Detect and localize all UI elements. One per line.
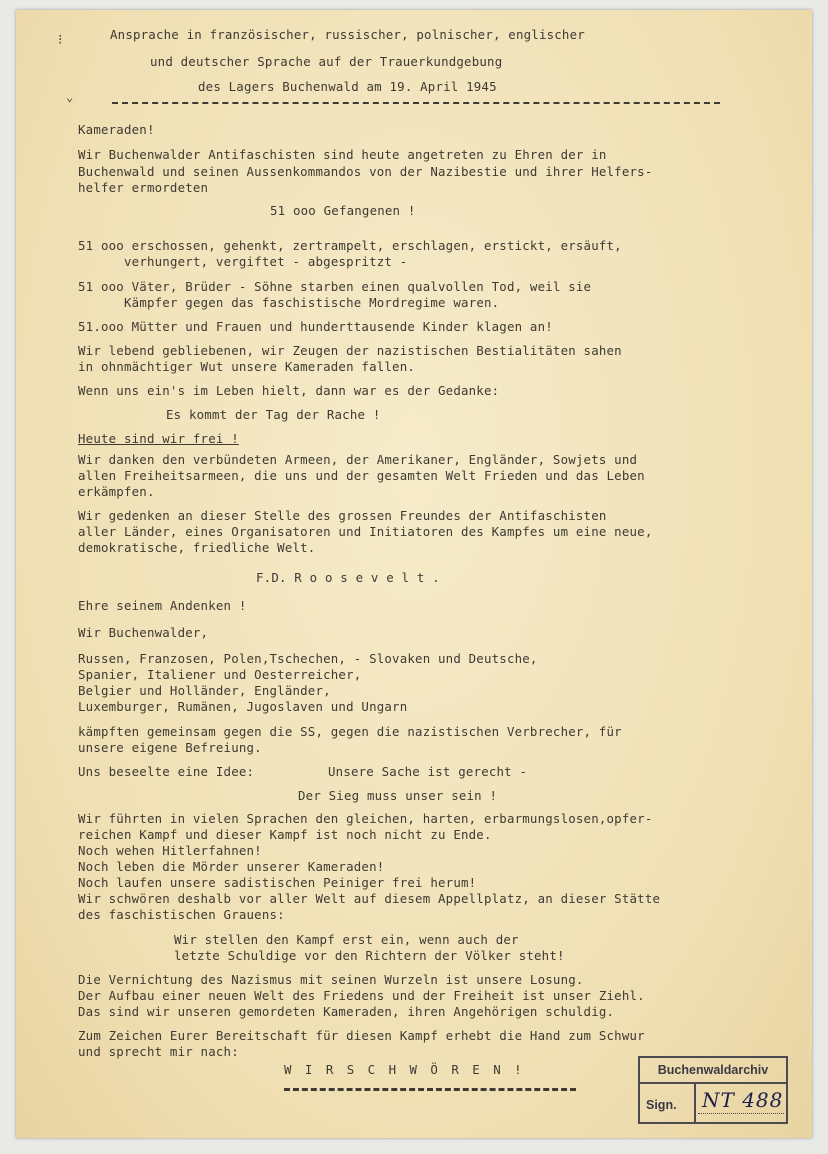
text-line-indented: Wir stellen den Kampf erst ein, wenn auch der bbox=[174, 932, 519, 947]
text-line: Der Aufbau einer neuen Welt des Friedens und der Freiheit ist unser Ziehl. bbox=[78, 988, 645, 1003]
oath-underline bbox=[284, 1088, 576, 1091]
text-line: erkämpfen. bbox=[78, 484, 155, 499]
text-line: Noch wehen Hitlerfahnen! bbox=[78, 843, 262, 858]
text-line: Wir gedenken an dieser Stelle des grossen Freundes der Antifaschisten bbox=[78, 508, 607, 523]
salutation: Kameraden! bbox=[78, 122, 155, 137]
text-line: demokratische, friedliche Welt. bbox=[78, 540, 316, 555]
header-line-3: des Lagers Buchenwald am 19. April 1945 bbox=[198, 79, 497, 94]
document-page bbox=[16, 10, 812, 1138]
text-line: Zum Zeichen Eurer Bereitschaft für diesen Kampf erhebt die Hand zum Schwur bbox=[78, 1028, 645, 1043]
text-line: reichen Kampf und dieser Kampf ist noch nicht zu Ende. bbox=[78, 827, 492, 842]
nations-line: Spanier, Italiener und Oesterreicher, bbox=[78, 667, 362, 682]
text-line: in ohnmächtiger Wut unsere Kameraden fallen. bbox=[78, 359, 416, 374]
text-line: unsere eigene Befreiung. bbox=[78, 740, 262, 755]
text-line: Unsere Sache ist gerecht - bbox=[328, 764, 528, 779]
text-line: Wir Buchenwalder, bbox=[78, 625, 209, 640]
text-line-indented: verhungert, vergiftet - abgespritzt - bbox=[124, 254, 408, 269]
roosevelt-line: F.D. R o o s e v e l t . bbox=[256, 570, 440, 585]
text-line-centered: 51 ooo Gefangenen ! bbox=[270, 203, 416, 218]
text-line: Buchenwald und seinen Aussenkommandos von der Nazibestie und ihrer Helfers- bbox=[78, 164, 653, 179]
text-line: Uns beseelte eine Idee: bbox=[78, 764, 255, 779]
stamp-dotted-line bbox=[698, 1113, 784, 1114]
stamp-signature-number: NT 488 bbox=[702, 1088, 784, 1112]
stamp-sign-label: Sign. bbox=[646, 1098, 677, 1112]
text-line-indented: letzte Schuldige vor den Richtern der Völker steht! bbox=[174, 948, 565, 963]
text-line: 51 ooo erschossen, gehenkt, zertrampelt, erschlagen, erstickt, ersäuft, bbox=[78, 238, 622, 253]
text-line: Das sind wir unseren gemordeten Kameraden, ihren Angehörigen schuldig. bbox=[78, 1004, 615, 1019]
text-line: und sprecht mir nach: bbox=[78, 1044, 239, 1059]
text-line-indented: Kämpfer gegen das faschistische Mordregime waren. bbox=[124, 295, 500, 310]
text-line: aller Länder, eines Organisatoren und Initiatoren des Kampfes um eine neue, bbox=[78, 524, 653, 539]
text-line: des faschistischen Grauens: bbox=[78, 907, 285, 922]
text-line: Wir führten in vielen Sprachen den gleichen, harten, erbarmungslosen,opfer- bbox=[78, 811, 653, 826]
text-line: allen Freiheitsarmeen, die uns und der gesamten Welt Frieden und das Leben bbox=[78, 468, 645, 483]
header-line-1: Ansprache in französischer, russischer, polnischer, englischer bbox=[110, 27, 585, 42]
nations-line: Russen, Franzosen, Polen,Tschechen, - Slovaken und Deutsche, bbox=[78, 651, 538, 666]
text-line: Ehre seinem Andenken ! bbox=[78, 598, 247, 613]
text-line: 51.ooo Mütter und Frauen und hunderttausende Kinder klagen an! bbox=[78, 319, 553, 334]
text-line: Noch laufen unsere sadistischen Peiniger frei herum! bbox=[78, 875, 477, 890]
hole-punch-mark: ⁝ bbox=[58, 32, 63, 48]
heading-free: Heute sind wir frei ! bbox=[78, 431, 239, 446]
text-line: 51 ooo Väter, Brüder - Söhne starben einen qualvollen Tod, weil sie bbox=[78, 279, 592, 294]
text-line-centered: Der Sieg muss unser sein ! bbox=[298, 788, 498, 803]
nations-line: Luxemburger, Rumänen, Jugoslaven und Ungarn bbox=[78, 699, 408, 714]
text-line-indented: Es kommt der Tag der Rache ! bbox=[166, 407, 381, 422]
text-line: Wir Buchenwalder Antifaschisten sind heute angetreten zu Ehren der in bbox=[78, 147, 607, 162]
text-line: Noch leben die Mörder unserer Kameraden! bbox=[78, 859, 385, 874]
text-line: kämpften gemeinsam gegen die SS, gegen die nazistischen Verbrecher, für bbox=[78, 724, 622, 739]
text-line: helfer ermordeten bbox=[78, 180, 209, 195]
archive-stamp bbox=[638, 1056, 788, 1124]
stamp-title: Buchenwaldarchiv bbox=[640, 1058, 786, 1084]
nations-line: Belgier und Holländer, Engländer, bbox=[78, 683, 331, 698]
header-line-2: und deutscher Sprache auf der Trauerkundgebung bbox=[150, 54, 503, 69]
text-line: Wir lebend gebliebenen, wir Zeugen der nazistischen Bestialitäten sahen bbox=[78, 343, 622, 358]
text-line: Wenn uns ein's im Leben hielt, dann war es der Gedanke: bbox=[78, 383, 500, 398]
text-line: Wir schwören deshalb vor aller Welt auf diesem Appellplatz, an dieser Stätte bbox=[78, 891, 661, 906]
fold-mark: ⌄ bbox=[66, 90, 74, 104]
text-line: Wir danken den verbündeten Armeen, der Amerikaner, Engländer, Sowjets und bbox=[78, 452, 638, 467]
oath-line: W I R S C H W Ö R E N ! bbox=[284, 1062, 525, 1077]
header-underline bbox=[112, 102, 720, 104]
text-line: Die Vernichtung des Nazismus mit seinen Wurzeln ist unsere Losung. bbox=[78, 972, 584, 987]
